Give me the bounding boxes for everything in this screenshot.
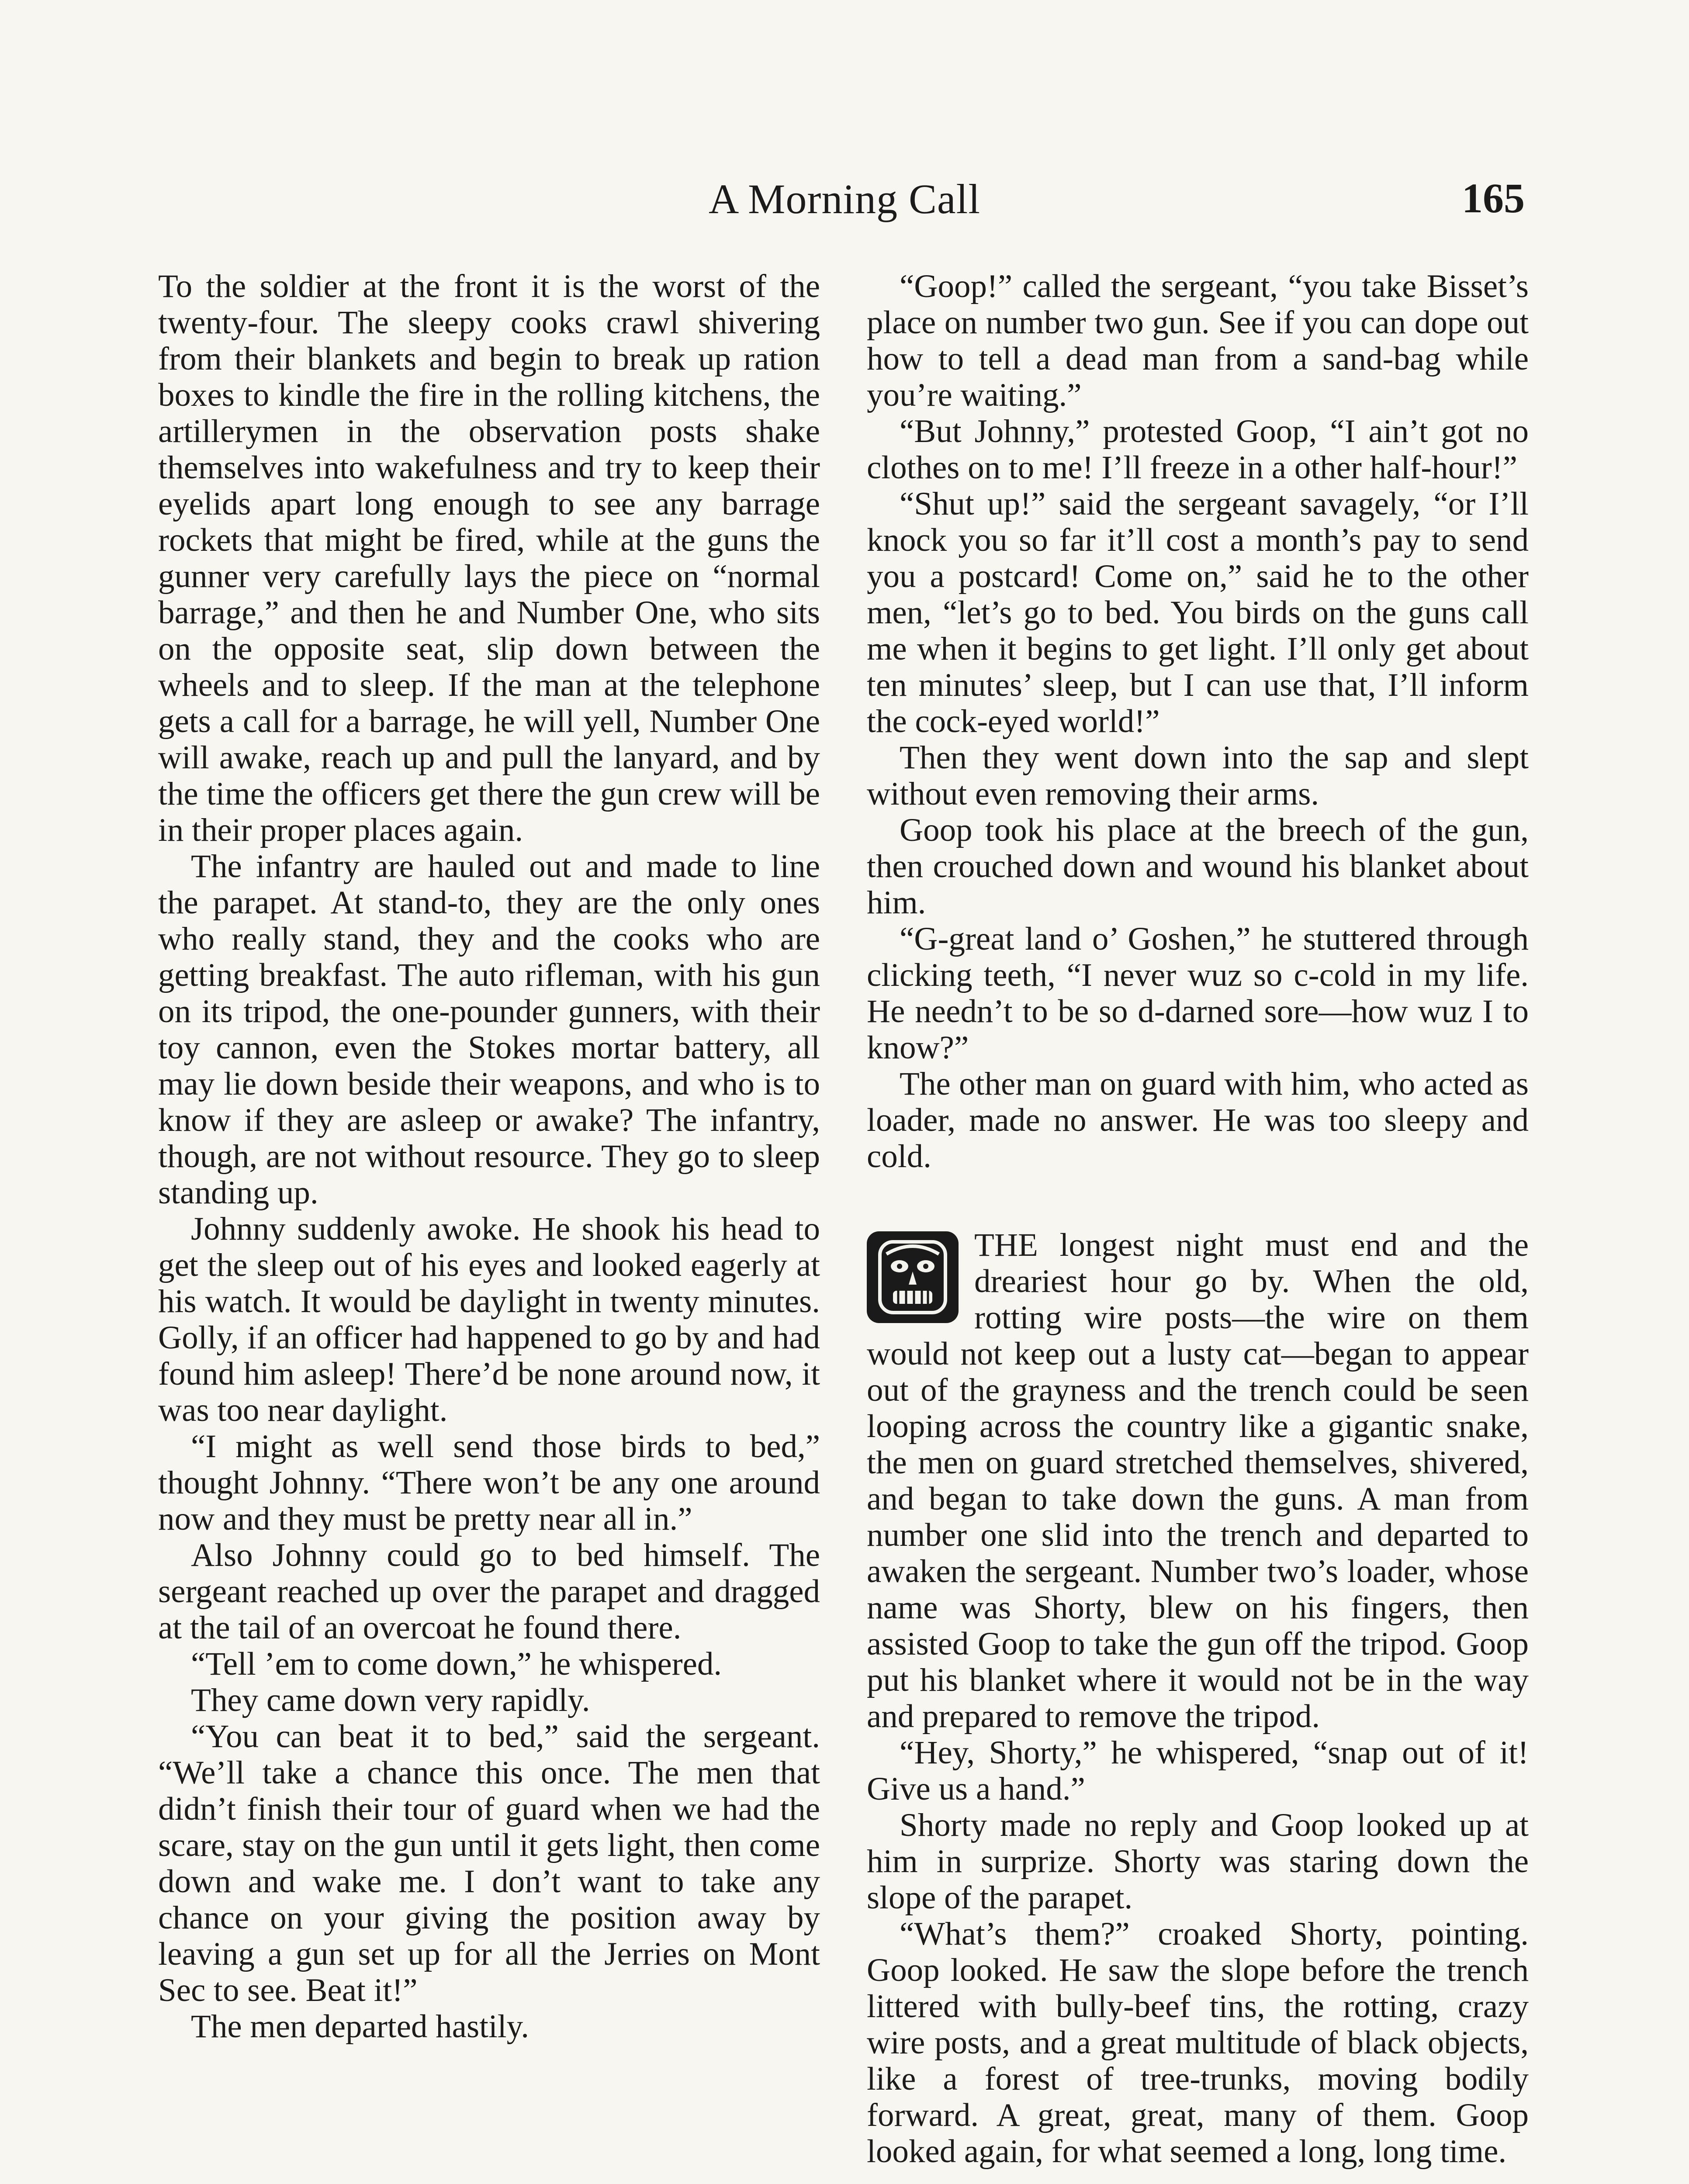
running-header-title: A Morning Call bbox=[708, 176, 980, 222]
paragraph: The infantry are hauled out and made to line the parapet. At stand-to, they are the only ones who really stand, they and the cooks who are getting breakfast. The auto rifleman, with his gun on its tripod, the one-pounder gunners, with their toy cannon, even the Stokes mortar battery, all may lie down beside their weapons, and who is to know if they are asleep or awake? The infantry, though, are not without resource. They go to sleep standing up. bbox=[158, 848, 820, 1211]
paragraph: To the soldier at the front it is the worst of the twenty-four. The sleepy cooks crawl shivering from their blankets and begin to break up ration boxes to kindle the fire in the rolling kitchens, the artillerymen in the observation posts shake themselves into wakefulness and try to keep their eyelids apart long enough to see any barrage rockets that might be fired, while at the guns the gunner very carefully lays the piece on “normal barrage,” and then he and Number One, who sits on the opposite seat, slip down between the wheels and to sleep. If the man at the telephone gets a call for a barrage, he will yell, Number One will awake, reach up and pull the lanyard, and by the time the officers get there the gun crew will be in their proper places again. bbox=[158, 268, 820, 848]
page-number: 165 bbox=[1462, 175, 1525, 221]
paragraph: “Hey, Shorty,” he whispered, “snap out of it! Give us a hand.” bbox=[867, 1735, 1529, 1807]
paragraph: “You can beat it to bed,” said the sergeant. “We’ll take a chance this once. The men that didn’t finish their tour of guard when we had the scare, stay on the gun until it gets light, then come down and wake me. I don’t want to take any chance on your giving the position away by leaving a gun set up for all the Jerries on Mont Sec to see. Beat it!” bbox=[158, 1718, 820, 2008]
paragraph: Goop took his place at the breech of the gun, then crouched down and wound his blanket about him. bbox=[867, 812, 1529, 921]
paragraph: Johnny suddenly awoke. He shook his head to get the sleep out of his eyes and looked eagerly at his watch. It would be daylight in twenty minutes. Golly, if an officer had happened to go by and had found him asleep! There’d be none around now, it was too near daylight. bbox=[158, 1211, 820, 1428]
paragraph: Then they went down into the sap and slept without even removing their arms. bbox=[867, 740, 1529, 812]
paragraph: “G-great land o’ Goshen,” he stuttered through clicking teeth, “I never wuz so c-cold in my life. He needn’t to be so d-darned sore—how wuz I to know?” bbox=[867, 921, 1529, 1066]
paragraph: The other man on guard with him, who acted as loader, made no answer. He was too sleepy and cold. bbox=[867, 1066, 1529, 1175]
paragraph: They came down very rapidly. bbox=[191, 1682, 590, 1718]
paragraph: Also Johnny could go to bed himself. The sergeant reached up over the parapet and dragged at the tail of an overcoat he found there. bbox=[158, 1537, 820, 1646]
section-opening bbox=[867, 1227, 1529, 1735]
paragraph: “Goop!” called the sergeant, “you take Bisset’s place on number two gun. See if you can dope out how to tell a dead man from a sand-bag while you’re waiting.” bbox=[867, 268, 1529, 413]
section-opening-text: THE longest night must end and the dreariest hour go by. When the old, rotting wire posts—the wire on them would not keep out a lusty cat—began to appear out of the grayness and the trench could be seen looping across the country like a gigantic snake, the men on guard stretched themselves, shivered, and began to take down the guns. A man from number one slid into the trench and departed to awaken the sergeant. Number two’s loader, whose name was Shorty, blew on his fingers, then assisted Goop to take the gun off the tripod. Goop put his blanket where it would not be in the way and prepared to remove the tripod. bbox=[867, 1227, 1529, 1735]
totem-face-icon bbox=[867, 1231, 959, 1323]
left-column bbox=[158, 268, 820, 2045]
paragraph: “What’s them?” croaked Shorty, pointing. Goop looked. He saw the slope before the trench littered with bully-beef tins, the rotting, crazy wire posts, and a great multitude of black objects, like a forest of tree-trunks, moving bodily forward. A great, great, many of them. Goop looked again, for what seemed a long, long time. bbox=[867, 1916, 1529, 2170]
paragraph: The men departed hastily. bbox=[191, 2008, 530, 2045]
paragraph: “Tell ’em to come down,” he whispered. bbox=[191, 1646, 722, 1682]
paragraph: Shorty made no reply and Goop looked up at him in surprize. Shorty was staring down the slope of the parapet. bbox=[867, 1807, 1529, 1916]
paragraph: “But Johnny,” protested Goop, “I ain’t got no clothes on to me! I’ll freeze in a other half-hour!” bbox=[867, 413, 1529, 486]
right-column bbox=[867, 268, 1529, 2170]
paragraph: “I might as well send those birds to bed,” thought Johnny. “There won’t be any one around now and they must be pretty near all in.” bbox=[158, 1428, 820, 1537]
paragraph: “Shut up!” said the sergeant savagely, “or I’ll knock you so far it’ll cost a month’s pay to send you a postcard! Come on,” said he to the other men, “let’s go to bed. You birds on the guns call me when it begins to get light. I’ll only get about ten minutes’ sleep, but I can use that, I’ll inform the cock-eyed world!” bbox=[867, 486, 1529, 740]
